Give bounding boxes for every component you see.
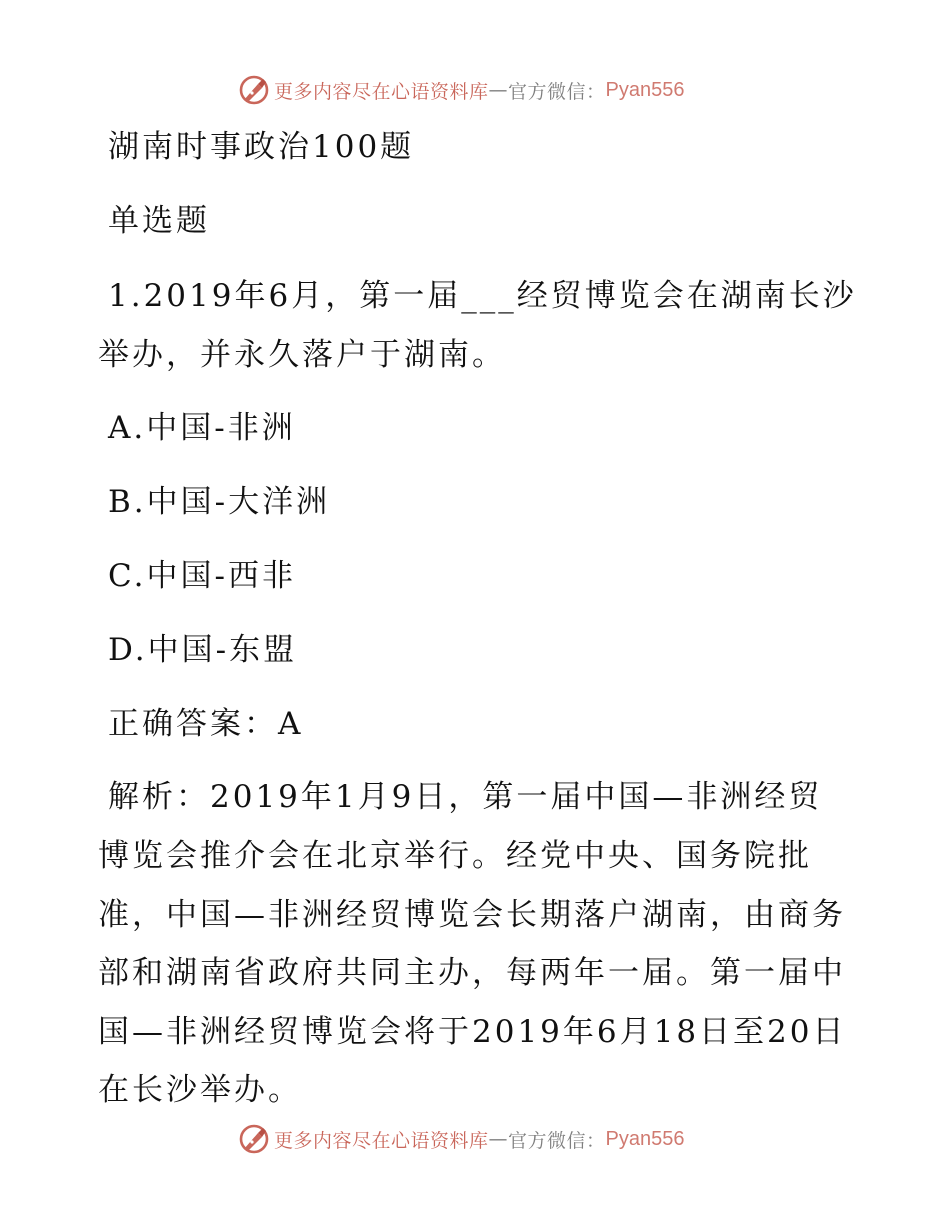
analysis-line-5: 国—非洲经贸博览会将于2019年6月18日至20日 (98, 1014, 847, 1050)
footer-watermark (238, 1122, 685, 1156)
watermark-brand: 更多内容尽在心语资料库 (274, 80, 489, 103)
document-title: 湖南时事政治100题 (108, 129, 415, 165)
watermark-separator: — (488, 1128, 509, 1150)
analysis-line-3: 准，中国—非洲经贸博览会长期落户湖南，由商务 (98, 897, 846, 933)
correct-answer: 正确答案：A (108, 706, 304, 742)
option-b: B.中国-大洋洲 (108, 484, 331, 520)
watermark-handle: Pyan556 (605, 1127, 685, 1150)
analysis-line-1: 解析：2019年1月9日，第一届中国—非洲经贸 (108, 779, 823, 815)
option-c: C.中国-西非 (108, 558, 296, 594)
analysis-line-4: 部和湖南省政府共同主办，每两年一届。第一届中 (98, 955, 846, 991)
watermark-brand: 更多内容尽在心语资料库 (274, 1129, 489, 1152)
header-watermark (238, 73, 685, 107)
section-heading: 单选题 (108, 203, 210, 239)
analysis-line-6: 在长沙举办。 (98, 1072, 302, 1108)
question-text-line-1: 1.2019年6月，第一届___经贸博览会在湖南长沙 (108, 278, 857, 314)
analysis-line-2: 博览会推介会在北京举行。经党中央、国务院批 (98, 838, 812, 874)
option-a: A.中国-非洲 (108, 410, 296, 446)
watermark-label: 官方微信： (508, 80, 606, 103)
watermark-label: 官方微信： (508, 1129, 606, 1152)
watermark-handle: Pyan556 (605, 78, 685, 101)
fountain-pen-logo-icon (238, 1123, 270, 1155)
watermark-separator: — (488, 79, 509, 101)
option-d: D.中国-东盟 (108, 632, 298, 668)
question-text-line-2: 举办，并永久落户于湖南。 (98, 337, 506, 373)
fountain-pen-logo-icon (238, 74, 270, 106)
